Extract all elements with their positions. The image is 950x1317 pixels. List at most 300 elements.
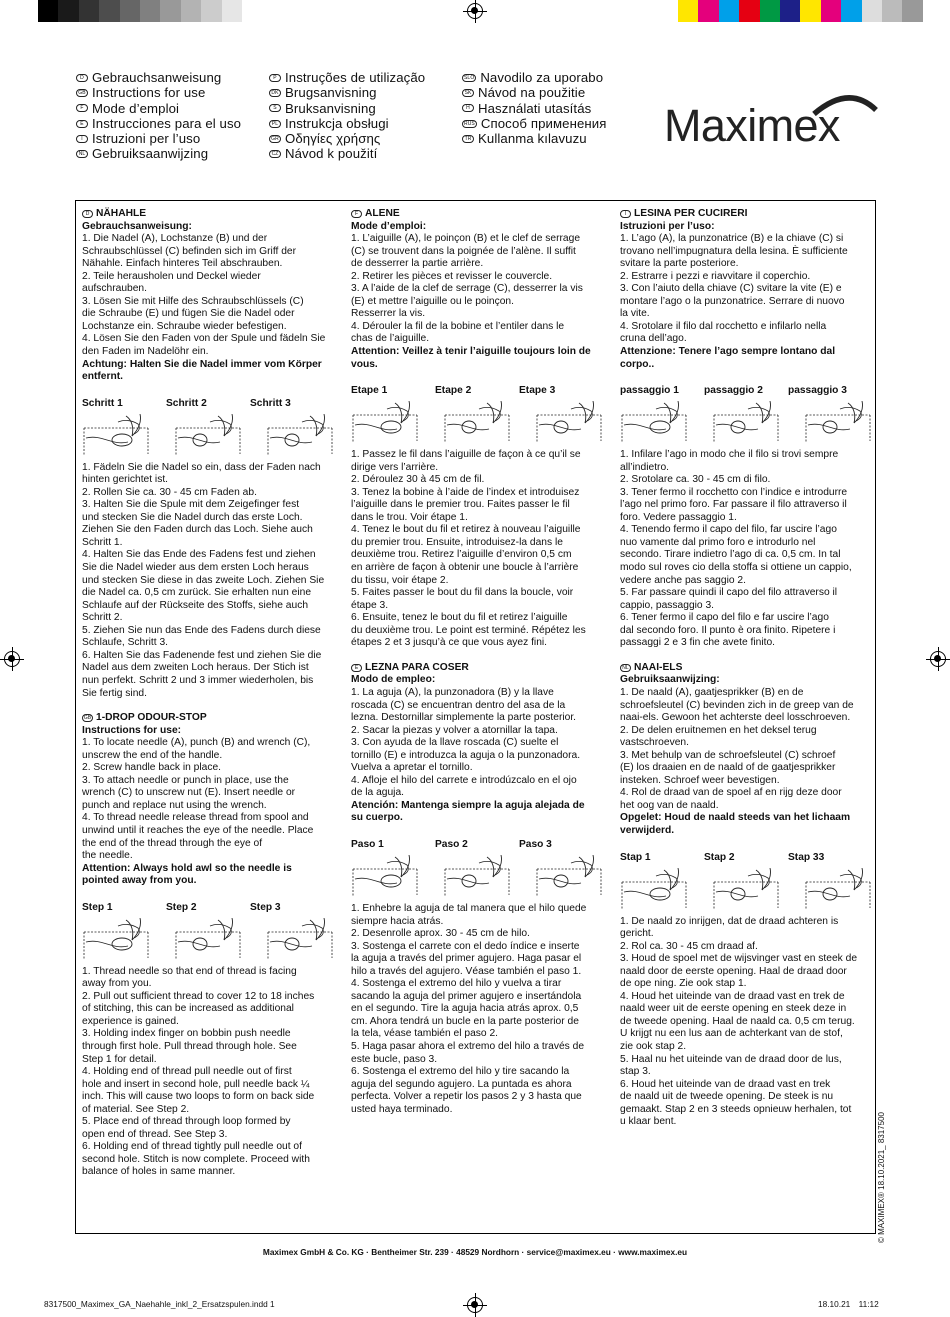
instruction-line: die Schraube (E) und fügen Sie die Nadel oder xyxy=(82,308,295,320)
color-swatch xyxy=(140,0,160,22)
color-swatch xyxy=(882,0,902,22)
section-title: 1-DROP ODOUR-STOP xyxy=(96,712,207,724)
instruction-line: la vite. xyxy=(620,308,650,320)
instruction-line: secondo. Tirare indietro l’ago di ca. 0,5 cm. In tal xyxy=(620,549,841,561)
section-subtitle: Istruzioni per l’uso: xyxy=(620,220,715,232)
instruction-line: Sie die Nadel wieder aus dem ersten Loch heraus xyxy=(82,562,309,574)
instruction-line: vedere anche pas saggio 2. xyxy=(620,574,746,586)
country-code-badge: PL xyxy=(269,120,281,128)
step-illustrations xyxy=(82,414,334,462)
section-heading xyxy=(82,208,334,221)
instruction-line: of material. See Step 2. xyxy=(82,1103,190,1115)
country-code-badge: I xyxy=(620,210,631,218)
instruction-line: gericht. xyxy=(620,928,654,940)
step-label: Stap 33 xyxy=(788,851,825,863)
color-swatch xyxy=(902,0,922,22)
country-code-badge: GB xyxy=(76,89,88,97)
instruction-line: Step 1 for detail. xyxy=(82,1053,157,1065)
section-subtitle: Gebrauchsanweisung: xyxy=(82,220,192,232)
language-label: Használati utasítás xyxy=(478,100,592,116)
instruction-line: 1. Infilare l’ago in modo che il filo si trovi sempre xyxy=(620,449,839,461)
language-label: Návod na použitie xyxy=(478,85,586,101)
step-illustration-2 xyxy=(445,401,509,443)
instruction-line: tornillo (E) e introduzca la aguja o la punzonadora. xyxy=(351,749,581,761)
instruction-line: 1. L’ago (A), la punzonatrice (B) e la chiave (C) si xyxy=(620,233,844,245)
instruction-line: 4. Holding end of thread pull needle out of first xyxy=(82,1066,292,1078)
instruction-line: 2. Desenrolle aprox. 30 - 45 cm de hilo. xyxy=(351,928,530,940)
instruction-line: 2. Rollen Sie ca. 30 - 45 cm Faden ab. xyxy=(82,486,257,498)
print-slug-file: 8317500_Maximex_GA_Naehahle_inkl_2_Ersatzspulen.indd 1 xyxy=(44,1299,275,1309)
language-item xyxy=(269,116,425,131)
instruction-line: naai-els. Gewoon het achterste deel losschroeven. xyxy=(620,712,851,724)
color-swatch xyxy=(821,0,841,22)
language-item xyxy=(269,101,425,116)
language-label: Instrukcja obsługi xyxy=(285,115,389,131)
language-item xyxy=(76,101,241,116)
warning-line: Atención: Mantenga siempre la aguja alejada de xyxy=(351,799,585,811)
instruction-line: la aguja a través del primer agujero. Haga pasar el xyxy=(351,953,582,965)
warning-line: corpo.. xyxy=(620,358,655,370)
section-title: NÄHAHLE xyxy=(96,208,147,219)
section-subtitle: Modo de empleo: xyxy=(351,674,436,686)
instruction-line: 4. Afloje el hilo del carrete e introdúzcalo en el ojo xyxy=(351,774,577,786)
country-code-badge: I xyxy=(76,135,88,143)
instruction-line: experience is gained. xyxy=(82,1015,179,1027)
instruction-line: deuxième trou. Retirez l’aiguille d’environ 0,5 cm xyxy=(351,549,572,561)
instruction-line: este bucle, paso 3. xyxy=(351,1053,438,1065)
step-labels xyxy=(620,852,872,865)
country-code-badge: GR xyxy=(269,135,281,143)
instruction-line: 1. To locate needle (A), punch (B) and wrench (C), xyxy=(82,737,311,749)
section-subtitle: Gebruiksaanwijzing: xyxy=(620,674,720,686)
instruction-line: cappio, passaggio 3. xyxy=(620,599,715,611)
color-bar-process xyxy=(678,0,923,22)
step-illustration-1 xyxy=(622,401,686,443)
step-labels xyxy=(351,839,603,852)
instruction-line: 3. Holding index finger on bobbin push needle xyxy=(82,1028,291,1040)
section-gb xyxy=(82,712,334,1179)
instruction-line: 6. Halten Sie das Fadenende fest und ziehen Sie die xyxy=(82,649,322,661)
section-de xyxy=(82,208,334,700)
instruction-line: die Nadel ca. 0,5 cm zurück. Sie erhalten nun eine xyxy=(82,587,312,599)
color-swatch xyxy=(201,0,221,22)
step-figure xyxy=(351,385,603,449)
section-title: NAAI-ELS xyxy=(634,661,683,673)
instruction-line: (C) se trouvent dans la poignée de l’alène. Il suffit xyxy=(351,245,576,257)
instruction-line: 4. Rol de draad van de spoel af en rijg deze door xyxy=(620,787,842,799)
country-code-badge: E xyxy=(76,120,88,128)
section-fr xyxy=(351,208,603,650)
step-figure xyxy=(620,385,872,449)
step-illustration-1 xyxy=(353,855,417,897)
instruction-line: of stitching, this can be increased as additional xyxy=(82,1003,294,1015)
country-code-badge: D xyxy=(82,210,93,218)
color-swatch xyxy=(38,0,58,22)
step-illustration-1 xyxy=(622,868,686,910)
warning-line: Attenzione: Tenere l’ago sempre lontano dal xyxy=(620,346,836,358)
registration-mark-right xyxy=(930,651,946,667)
country-code-badge: NL xyxy=(620,664,631,672)
color-swatch xyxy=(739,0,759,22)
step-label: Etape 3 xyxy=(519,385,556,397)
instruction-line: en el segundo. Tire la aguja hacia atrás aprox. 0,5 xyxy=(351,1003,579,1015)
instruction-line: punch and replace nut using the wrench. xyxy=(82,799,267,811)
instruction-line: 2. Screw handle back in place. xyxy=(82,762,222,774)
step-labels xyxy=(82,902,334,915)
copyright-note: © MAXIMEX® 18.10.2021_ 8317500 xyxy=(877,1112,886,1243)
instruction-line: U krijgt nu een lus aan de achterkant van de stof, xyxy=(620,1028,843,1040)
instruction-line: gemaakt. Stap 2 en 3 steeds opnieuw herhalen, tot xyxy=(620,1103,852,1115)
instruction-line: 3. To attach needle or punch in place, use the xyxy=(82,774,289,786)
registration-mark-bottom xyxy=(467,1297,483,1313)
language-label: Instrucciones para el uso xyxy=(92,115,242,131)
instruction-line: 3. Lösen Sie mit Hilfe des Schraubschlüssels (C) xyxy=(82,295,304,307)
section-nl xyxy=(620,662,872,1129)
step-illustration-3 xyxy=(806,868,870,910)
instruction-line: 5. Haal nu het uiteinde van de draad door de lus, xyxy=(620,1053,842,1065)
instruction-line: Schraubschlüssel (C) befinden sich im Griff der xyxy=(82,245,297,257)
language-label: Kullanma kılavuzu xyxy=(478,131,587,147)
instruction-line: de la aguja. xyxy=(351,787,405,799)
instruction-line: svitare la parte posteriore. xyxy=(620,258,739,270)
step-illustrations xyxy=(82,918,334,966)
instruction-line: modo sul roves cio della stoffa si ottiene un cappio, xyxy=(620,562,852,574)
instruction-line: 4. Srotolare il filo dal rocchetto e infilarlo nella xyxy=(620,320,827,332)
color-swatch xyxy=(841,0,861,22)
color-swatch xyxy=(678,0,698,22)
language-label: Способ применения xyxy=(480,115,607,131)
section-title: LEZNA PARA COSER xyxy=(365,661,469,673)
language-item xyxy=(76,146,241,161)
language-label: Gebruiksaanwijzing xyxy=(92,146,209,162)
country-code-badge: E xyxy=(351,664,362,672)
color-swatch xyxy=(160,0,180,22)
instruction-line: nuo vamente dal primo foro e introdurlo nel xyxy=(620,536,816,548)
language-item xyxy=(269,146,425,161)
color-swatch xyxy=(698,0,718,22)
instruction-line: dans le trou. Voir étape 1. xyxy=(351,511,468,523)
country-code-badge: F xyxy=(351,210,362,218)
instruction-line: de ope ning. Zie ook stap 1. xyxy=(620,978,747,990)
step-figure xyxy=(82,902,334,966)
warning-line: Achtung: Halten Sie die Nadel immer vom Körper xyxy=(82,358,322,370)
instruction-line: naald weer uit de eerste opening en steek deze in xyxy=(620,1003,847,1015)
instruction-line: stap 3. xyxy=(620,1066,651,1078)
instruction-line: l’aiguille dans le premier trou. Faites passer le fil xyxy=(351,499,570,511)
section-heading xyxy=(82,712,334,725)
language-item xyxy=(269,70,425,85)
instruction-line: 4. Tenendo fermo il capo del filo, far uscire l’ago xyxy=(620,524,837,536)
instruction-line: 4. Halten Sie das Ende des Fadens fest und ziehen xyxy=(82,549,316,561)
instruction-line: 4. Lösen Sie den Faden von der Spule und fädeln Sie xyxy=(82,333,326,345)
language-list-1 xyxy=(76,70,241,162)
warning-line: verwijderd. xyxy=(620,824,675,836)
language-item xyxy=(462,131,607,146)
instruction-line: 6. Tener fermo il capo del filo e far uscire l’ago xyxy=(620,612,829,624)
country-code-badge: H xyxy=(462,104,474,112)
column-1 xyxy=(82,208,334,1179)
instruction-line: 2. Retirer les pièces et revisser le couvercle. xyxy=(351,270,553,282)
step-illustration-2 xyxy=(714,868,778,910)
instruction-line: 3. Halten Sie die Spule mit dem Zeigefinger fest xyxy=(82,499,300,511)
step-illustration-3 xyxy=(537,401,601,443)
instruction-line: 5. Ziehen Sie nun das Ende des Fadens durch diese xyxy=(82,624,321,636)
step-illustration-3 xyxy=(268,918,332,960)
instruction-line: through first hole. Pull thread through hole. See xyxy=(82,1040,297,1052)
instruction-line: 4. Dérouler la fil de la bobine et l’entiler dans le xyxy=(351,320,565,332)
instruction-line: (E) los draaien en de naald of de gaatjesprikker xyxy=(620,762,836,774)
language-item xyxy=(462,85,607,100)
instruction-line: 4. To thread needle release thread from spool and xyxy=(82,812,309,824)
instruction-line: étape 3. xyxy=(351,599,389,611)
instruction-line: Schlaufe, Schritt 3. xyxy=(82,637,169,649)
country-code-badge: F xyxy=(76,104,88,112)
instruction-line: inch. This will cause two loops to form on back side xyxy=(82,1091,315,1103)
instruction-line: Schlaufe auf der Rückseite des Stoffs, siehe auch xyxy=(82,599,309,611)
instruction-line: 4. Sostenga el extremo del hilo y vuelva a tirar xyxy=(351,978,562,990)
instruction-line: naald door de eerste opening. Haal de draad door xyxy=(620,965,847,977)
print-slug-date: 18.10.21 11:12 xyxy=(818,1299,879,1309)
warning-line: pointed away from you. xyxy=(82,875,197,887)
country-code-badge: S xyxy=(269,104,281,112)
instruction-line: Resserrer la vis. xyxy=(351,308,426,320)
step-label: Stap 1 xyxy=(620,851,651,863)
color-swatch xyxy=(719,0,739,22)
step-illustration-1 xyxy=(84,414,148,456)
step-label: passaggio 2 xyxy=(704,385,763,397)
instruction-line: 2. Teile herausholen und Deckel wieder xyxy=(82,270,261,282)
instruction-line: 3. Met behulp van de schroefsleutel (C) schroef xyxy=(620,749,836,761)
instruction-line: the needle. xyxy=(82,850,133,862)
column-2 xyxy=(351,208,603,1116)
step-label: Step 1 xyxy=(82,901,113,913)
instruction-line: 3. A l’aide de la clef de serrage (C), desserrer la vis xyxy=(351,283,583,295)
step-illustration-2 xyxy=(176,414,240,456)
step-labels xyxy=(351,385,603,398)
country-code-badge: TR xyxy=(462,135,474,143)
step-label: passaggio 3 xyxy=(788,385,847,397)
instruction-line: 5. Haga pasar ahora el extremo del hilo a través de xyxy=(351,1040,585,1052)
instruction-line: Lochstanze ein. Schraube wieder befestigen. xyxy=(82,320,287,332)
country-code-badge: P xyxy=(269,74,281,82)
instruction-line: du premier trou. Ensuite, introduisez-la dans le xyxy=(351,536,563,548)
language-label: Instruções de utilização xyxy=(285,70,426,85)
step-label: Step 2 xyxy=(166,901,197,913)
step-label: Schritt 1 xyxy=(82,397,123,409)
instruction-line: 2. Déroulez 30 à 45 cm de fil. xyxy=(351,474,485,486)
color-swatch xyxy=(58,0,78,22)
step-label: Etape 1 xyxy=(351,385,388,397)
instruction-line: 3. Houd de spoel met de wijsvinger vast en steek de xyxy=(620,953,858,965)
color-bar-grayscale xyxy=(38,0,242,22)
instruction-line: 4. Houd het uiteinde van de draad vast en trek de xyxy=(620,990,845,1002)
instruction-line: 2. De delen eruitnemen en het deksel terug xyxy=(620,724,817,736)
country-code-badge: CZ xyxy=(269,150,281,158)
instruction-line: 1. De naald zo inrijgen, dat de draad achteren is xyxy=(620,915,839,927)
step-label: Stap 2 xyxy=(704,851,735,863)
instruction-line: dal secondo foro. Il punto è ora finito. Ripetere i xyxy=(620,624,836,636)
instruction-line: und stecken Sie die Nadel durch das erste Loch. xyxy=(82,511,303,523)
color-swatch xyxy=(181,0,201,22)
instruction-line: lezna. Destornillar simplemente la parte posterior. xyxy=(351,712,577,724)
instruction-line: la tela, véase también el paso 2. xyxy=(351,1028,499,1040)
instruction-line: aufschrauben. xyxy=(82,283,147,295)
instruction-line: 6. Ensuite, tenez le bout du fil et retirez l’aiguille xyxy=(351,612,568,624)
instruction-line: Sie fertig sind. xyxy=(82,687,147,699)
instruction-line: 6. Sostenga el extremo del hilo y tire sacando la xyxy=(351,1066,570,1078)
instruction-line: wrench (C) to unscrew nut (E). Insert needle or xyxy=(82,787,296,799)
warning-line: su cuerpo. xyxy=(351,812,403,824)
step-illustrations xyxy=(351,401,603,449)
column-3 xyxy=(620,208,872,1129)
instruction-line: 1. Thread needle so that end of thread is facing xyxy=(82,965,297,977)
instruction-line: 2. Pull out sufficient thread to cover 12 to 18 inches xyxy=(82,990,315,1002)
instructions-frame xyxy=(75,200,876,1234)
maximex-logo xyxy=(664,86,878,151)
step-label: Paso 2 xyxy=(435,838,468,850)
warning-line: Opgelet: Houd de naald steeds van het lichaam xyxy=(620,812,851,824)
step-label: passaggio 1 xyxy=(620,385,679,397)
language-item xyxy=(76,131,241,146)
language-item xyxy=(76,116,241,131)
section-it xyxy=(620,208,872,650)
section-es xyxy=(351,662,603,1116)
instruction-line: en arrière de façon à obtenir une boucle à l’arrière xyxy=(351,562,579,574)
instruction-line: 3. Sostenga el carrete con el dedo índice e inserte xyxy=(351,940,580,952)
step-illustrations xyxy=(351,855,603,903)
instruction-line: 1. La aguja (A), la punzonadora (B) y la llave xyxy=(351,686,554,698)
step-illustration-2 xyxy=(445,855,509,897)
instruction-line: Nähahle. Einfach hinteres Teil abschrauben. xyxy=(82,258,283,270)
step-illustration-1 xyxy=(84,918,148,960)
section-heading xyxy=(620,208,872,221)
step-labels xyxy=(620,385,872,398)
instruction-line: zie ook stap 2. xyxy=(620,1040,687,1052)
language-label: Instructions for use xyxy=(92,85,206,101)
instruction-line: 3. Con ayuda de la llave roscada (C) suelte el xyxy=(351,737,559,749)
language-item xyxy=(76,70,241,85)
color-swatch xyxy=(760,0,780,22)
language-label: Gebrauchsanweisung xyxy=(92,70,222,85)
instruction-line: 6. Houd het uiteinde van de draad vast en trek xyxy=(620,1078,831,1090)
instruction-line: passaggi 2 e 3 fin che avete finito. xyxy=(620,637,775,649)
language-item xyxy=(269,85,425,100)
instruction-line: open end of thread. See Step 3. xyxy=(82,1128,228,1140)
instruction-line: siempre hacia atrás. xyxy=(351,915,444,927)
instruction-line: second hole. Stitch is now complete. Proceed with xyxy=(82,1153,310,1165)
country-code-badge: D xyxy=(76,74,88,82)
logo-wordmark: Maximex xyxy=(664,100,840,151)
section-title: LESINA PER CUCIRERI xyxy=(634,208,748,219)
instruction-line: du tissu, voir étape 2. xyxy=(351,574,449,586)
step-label: Etape 2 xyxy=(435,385,472,397)
color-swatch xyxy=(862,0,882,22)
instruction-line: de naald uit de tweede opening. De steek is nu xyxy=(620,1091,834,1103)
instruction-line: vastschroeven. xyxy=(620,737,689,749)
country-code-badge: GB xyxy=(83,715,92,722)
instruction-line: 5. Faites passer le bout du fil dans la boucle, voir xyxy=(351,587,574,599)
step-illustrations xyxy=(620,401,872,449)
registration-mark-left xyxy=(4,651,20,667)
instruction-line: usted haya terminado. xyxy=(351,1103,453,1115)
instruction-line: sacando la aguja del primer agujero e insertándola xyxy=(351,990,582,1002)
instruction-line: hole and insert in second hole, pull needle back ¼ xyxy=(82,1078,310,1090)
language-item xyxy=(76,85,241,100)
step-illustration-3 xyxy=(268,414,332,456)
instruction-line: 3. Tenez la bobine à l’aide de l’index et introduisez xyxy=(351,486,580,498)
instruction-line: aguja del segundo agujero. La puntada es ahora xyxy=(351,1078,572,1090)
step-illustrations xyxy=(620,868,872,916)
language-label: Οδηγίες χρήσης xyxy=(285,131,381,147)
step-illustration-1 xyxy=(353,401,417,443)
section-heading xyxy=(351,662,603,675)
language-item xyxy=(462,116,607,131)
instruction-line: 1. Passez le fil dans l’aiguille de façon à ce qu’il se xyxy=(351,449,581,461)
instruction-line: schroefsleutel (C) bevinden zich in de greep van de xyxy=(620,699,854,711)
language-label: Bruksanvisning xyxy=(285,100,376,116)
instruction-line: de tweede opening. Haal de naald ca. 0,5 cm terug. xyxy=(620,1015,855,1027)
language-item xyxy=(269,131,425,146)
color-swatch xyxy=(120,0,140,22)
step-figure xyxy=(620,852,872,916)
instruction-line: 2. Srotolare ca. 30 - 45 cm di filo. xyxy=(620,474,771,486)
color-swatch xyxy=(780,0,800,22)
instruction-line: nun perfekt. Schritt 2 und 3 immer wiederholen, bis xyxy=(82,674,314,686)
instruction-line: 5. Far passare quindi il capo del filo attraverso il xyxy=(620,587,838,599)
color-swatch xyxy=(99,0,119,22)
instruction-line: 2. Rol ca. 30 - 45 cm draad af. xyxy=(620,940,758,952)
color-swatch xyxy=(222,0,242,22)
instruction-line: trovano nell’impugnatura della lesina. È sufficiente xyxy=(620,245,848,257)
section-heading xyxy=(351,208,603,221)
step-label: Step 3 xyxy=(250,901,281,913)
instruction-line: away from you. xyxy=(82,978,152,990)
instruction-line: het oog van de naald. xyxy=(620,799,719,811)
instruction-line: hinten gerichtet ist. xyxy=(82,474,169,486)
language-label: Návod k použití xyxy=(285,146,378,162)
instruction-line: 3. Tener fermo il rocchetto con l’indice e introdurre xyxy=(620,486,848,498)
instruction-line: 4. Tenez le bout du fil et retirez à nouveau l’aiguille xyxy=(351,524,581,536)
color-swatch xyxy=(79,0,99,22)
instruction-line: cm. Ahora tendrá un bucle en la parte posterior de xyxy=(351,1015,579,1027)
language-list-3 xyxy=(462,70,607,146)
step-illustration-3 xyxy=(806,401,870,443)
instruction-line: 1. L’aiguille (A), le poinçon (B) et le clef de serrage xyxy=(351,233,581,245)
instruction-line: insteken. Schroef weer bevestigen. xyxy=(620,774,780,786)
warning-line: vous. xyxy=(351,358,378,370)
instruction-line: foro. Vedere passaggio 1. xyxy=(620,511,737,523)
language-item xyxy=(462,101,607,116)
country-code-badge: DK xyxy=(269,89,281,97)
instruction-line: u klaar bent. xyxy=(620,1116,677,1128)
instruction-line: cruna dell’ago. xyxy=(620,333,687,345)
instruction-line: l’ago nel primo foro. Far passare il filo attraverso il xyxy=(620,499,847,511)
section-heading xyxy=(620,662,872,675)
step-label: Paso 1 xyxy=(351,838,384,850)
instruction-line: de desserrer la partie arrière. xyxy=(351,258,484,270)
warning-line: Attention: Always hold awl so the needle is xyxy=(82,862,292,874)
registration-mark-top xyxy=(467,3,483,19)
step-illustration-3 xyxy=(537,855,601,897)
instruction-line: unwind until it reaches the eye of the needle. Place xyxy=(82,824,314,836)
language-label: Navodilo za uporabo xyxy=(480,70,604,85)
instruction-line: den Faden im Nadelöhr ein. xyxy=(82,346,209,358)
instruction-line: all’indietro. xyxy=(620,461,669,473)
section-subtitle: Instructions for use: xyxy=(82,724,182,736)
section-title: ALENE xyxy=(365,208,400,219)
language-list-2 xyxy=(269,70,425,162)
language-label: Brugsanvisning xyxy=(285,85,377,101)
